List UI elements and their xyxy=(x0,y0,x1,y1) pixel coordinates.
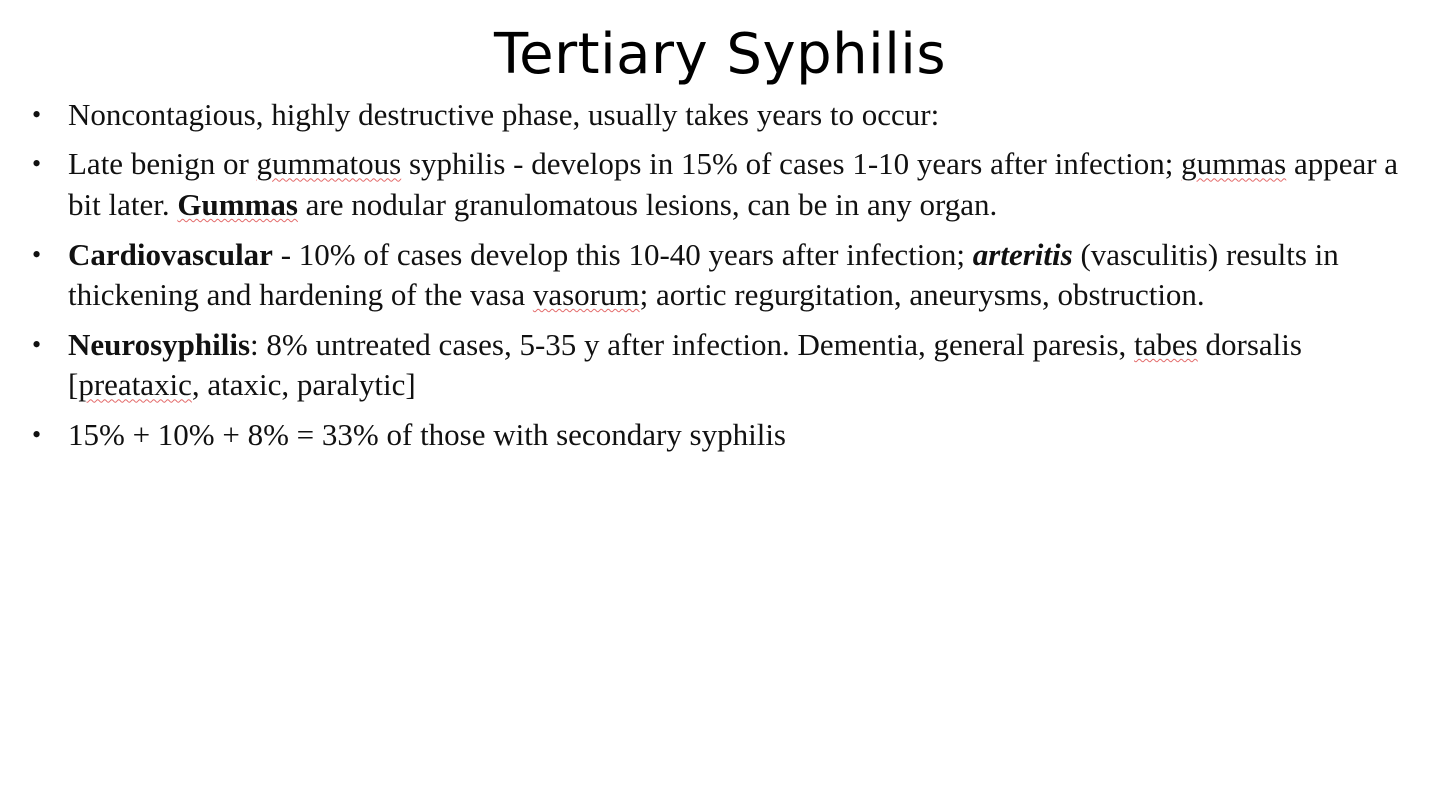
text-run: Neurosyphilis xyxy=(68,326,251,362)
text-run: : 8% untreated cases, 5-35 y after infection. Dementia, general paresis, xyxy=(250,326,1135,362)
text-run: Gummas xyxy=(177,187,298,223)
list-item xyxy=(22,144,1414,225)
bullet-dot-icon: • xyxy=(32,149,42,179)
text-run: Cardiovascular xyxy=(68,236,273,272)
text-run: syphilis - develops in 15% of cases 1-10 years after infection; xyxy=(401,146,1182,182)
bullet-dot-icon: • xyxy=(32,329,42,359)
list-item-text xyxy=(68,327,1302,403)
text-run: gummas xyxy=(1181,146,1287,182)
text-run: Late benign or xyxy=(68,146,257,182)
text-run: appear a bit later. xyxy=(68,146,1399,223)
text-run: gummatous xyxy=(256,146,402,182)
text-run: , ataxic, paralytic] xyxy=(191,367,416,403)
bullet-dot-icon: • xyxy=(32,239,42,269)
text-run: - 10% of cases develop this 10-40 years after infection; xyxy=(272,236,973,272)
list-item xyxy=(22,95,1414,136)
bullet-list xyxy=(0,95,1440,456)
list-item xyxy=(22,415,1414,456)
text-run: are nodular granulomatous lesions, can be in any organ. xyxy=(297,187,998,223)
text-run: Noncontagious, highly destructive phase, usually takes years to occur: xyxy=(68,96,940,132)
text-run: preataxic xyxy=(78,367,192,403)
list-item xyxy=(22,235,1414,316)
list-item xyxy=(22,325,1414,406)
text-run: tabes xyxy=(1134,326,1198,362)
list-item-text xyxy=(68,97,939,132)
bullet-dot-icon: • xyxy=(32,99,42,129)
text-run: arteritis xyxy=(972,236,1073,272)
bullet-dot-icon: • xyxy=(32,420,42,450)
text-run: vasorum xyxy=(532,277,640,313)
slide-canvas xyxy=(0,22,1440,794)
text-run: dorsalis [ xyxy=(68,326,1302,403)
list-item-text xyxy=(68,417,786,452)
list-item-text xyxy=(68,146,1398,222)
text-run: (vasculitis) results in thickening and hardening of the vasa xyxy=(68,236,1339,313)
page-title: Tertiary Syphilis xyxy=(493,22,947,87)
list-item-text xyxy=(68,237,1339,313)
text-run: ; aortic regurgitation, aneurysms, obstruction. xyxy=(639,277,1205,313)
text-run: 15% + 10% + 8% = 33% of those with secondary syphilis xyxy=(68,417,786,453)
